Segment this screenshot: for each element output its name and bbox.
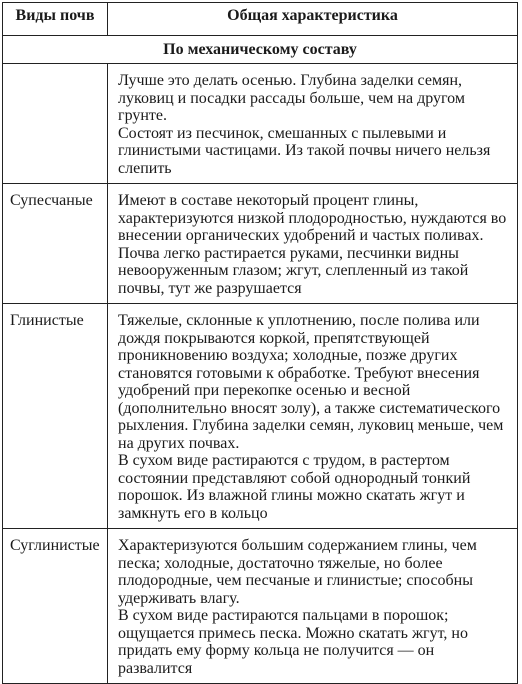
- soil-description: [108, 529, 518, 684]
- table-row: [3, 304, 518, 529]
- table-row: [3, 64, 518, 184]
- description-paragraph: Характеризуются большим содержанием глины, чем песка; холодные, достаточно тяжелые, но более плодородные, чем песчаные и глинистые; способны удерживать влагу.: [118, 537, 477, 607]
- header-characteristic: Общая характеристика: [108, 3, 518, 36]
- soil-types-table: [2, 2, 518, 684]
- table-row: [3, 184, 518, 304]
- section-title: По механическому составу: [3, 36, 518, 64]
- description-paragraph: Состоят из песчинок, смешанных с пылевыми и глинистыми частицами. Из такой почвы ничего нельзя слепить: [118, 124, 491, 177]
- description-paragraph: Тяжелые, склонные к уплотнению, после полива или дождя покрываются коркой, препятствующей проникновению воздуха; холодные, позже других становятся готовыми к обработке. Требуют внесения удобрений при перекопке осенью и весной (дополнительно вносят золу), а также систематического рыхления. Глубина заделки семян, луковиц меньше, чем на других почвах.: [118, 312, 504, 452]
- soil-description: [108, 64, 518, 184]
- soil-name: Глинистые: [3, 304, 108, 529]
- soil-name: [3, 64, 108, 184]
- soil-name: Супесчаные: [3, 184, 108, 304]
- header-soil-type: Виды почв: [3, 3, 108, 36]
- description-paragraph: В сухом виде растираются с трудом, в растертом состоянии представляют собой однородный тонкий порошок. Из влажной глины можно скатать жгут и замкнуть его в кольцо: [118, 452, 471, 522]
- section-row: [3, 36, 518, 64]
- description-paragraph: Имеют в составе некоторый процент глины, характеризуются низкой плодородностью, нуждаются во внесении органических удобрений и частых поливах. Почва легко растирается руками, песчинки видны невооруженным глазом; жгут, слепленный из такой почвы, тут же разрушается: [118, 192, 507, 297]
- header-row: [3, 3, 518, 36]
- table-row: [3, 529, 518, 684]
- description-paragraph: Лучше это делать осенью. Глубина заделки семян, луковиц и посадки рассады больше, чем на другом грунте.: [118, 72, 465, 124]
- soil-name: Суглинистые: [3, 529, 108, 684]
- soil-description: [108, 304, 518, 529]
- soil-description: [108, 184, 518, 304]
- description-paragraph: В сухом виде растираются пальцами в порошок; ощущается примесь песка. Можно скатать жгут, но придать ему форму кольца не получится — он развалится: [118, 607, 468, 677]
